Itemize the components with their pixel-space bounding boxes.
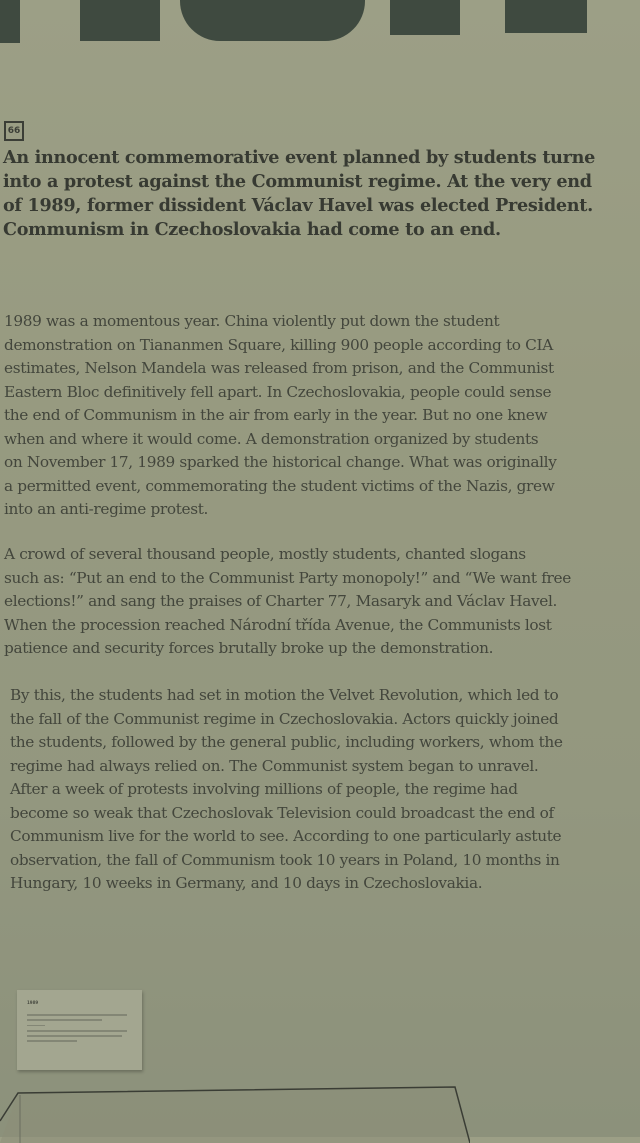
text-line: Communism live for the world to see. According to one particularly astute [10,827,562,845]
body-paragraph-1 [4,310,636,522]
text-line: Eastern Bloc definitively fell apart. In Czechoslovakia, people could sense [4,382,552,401]
text-line: the end of Communism in the air from early in the year. But no one knew [4,406,548,424]
label-card-blurred-text [27,1035,122,1037]
text-line: 1989 was a momentous year. China violently put down the student [4,312,500,330]
display-case-outline [0,1083,470,1143]
text-line: become so weak that Czechoslovak Television could broadcast the end of [10,803,554,822]
text-line: a permitted event, commemorating the student victims of the Nazis, grew [4,476,555,495]
letter-fragment [80,0,160,41]
letter-fragment [0,0,20,43]
text-line: When the procession reached Národní třída Avenue, the Communists lost [4,615,552,634]
lead-line: of 1989, former dissident Václav Havel was elected President. [3,195,593,216]
display-case-glass [0,1087,470,1143]
label-card-divider [27,1025,45,1026]
letter-fragment [505,0,587,33]
text-line: demonstration on Tiananmen Square, killing 900 people according to CIA [4,335,553,354]
body-paragraph-2 [4,543,636,661]
text-line: on November 17, 1989 sparked the historical change. What was originally [4,453,557,471]
text-line: observation, the fall of Communism took 10 years in Poland, 10 months in [10,850,560,869]
text-line: the fall of the Communist regime in Czechoslovakia. Actors quickly joined [10,709,559,728]
body-paragraph-3 [10,684,640,896]
text-line: Hungary, 10 weeks in Germany, and 10 days in Czechoslovakia. [10,874,483,892]
lead-line: into a protest against the Communist regime. At the very end [3,171,592,192]
text-line: the students, followed by the general public, including workers, whom the [10,733,563,751]
label-card-blurred-text [27,1030,127,1032]
label-card-title: 1989 [27,1000,39,1005]
text-line: patience and security forces brutally broke up the demonstration. [4,639,494,657]
object-label-card [17,990,142,1070]
text-line: such as: “Put an end to the Communist Party monopoly!” and “We want free [4,568,571,587]
panel-number-badge: 66 [4,121,24,141]
label-card-blurred-text [27,1014,127,1016]
headline-letters-cropped [0,0,640,50]
text-line: By this, the students had set in motion the Velvet Revolution, which led to [10,686,559,704]
letter-fragment [390,0,460,35]
text-line: elections!” and sang the praises of Charter 77, Masaryk and Václav Havel. [4,592,558,610]
lead-line: Communism in Czechoslovakia had come to an end. [3,219,501,240]
text-line: regime had always relied on. The Communist system began to unravel. [10,756,539,775]
text-line: After a week of protests involving millions of people, the regime had [10,780,518,798]
lead-line: An innocent commemorative event planned by students turne [3,147,595,168]
text-line: A crowd of several thousand people, mostly students, chanted slogans [4,545,526,563]
lead-paragraph [3,146,633,242]
text-line: into an anti-regime protest. [4,500,209,518]
label-card-blurred-text [27,1019,102,1021]
text-line: when and where it would come. A demonstration organized by students [4,429,539,448]
label-card-blurred-text [27,1040,77,1042]
letter-fragment [180,0,365,41]
text-line: estimates, Nelson Mandela was released from prison, and the Communist [4,359,554,377]
